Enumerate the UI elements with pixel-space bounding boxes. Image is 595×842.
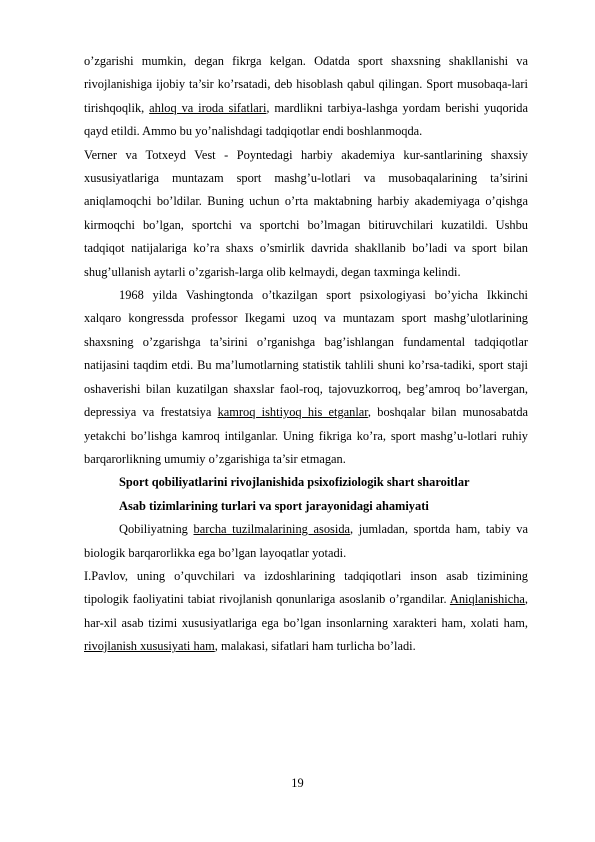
document-page — [84, 50, 528, 659]
paragraph-3 — [84, 284, 528, 471]
paragraph-text: , jumladan, sportda ham, tabiy va biologik barqarorlikka ega bo’lgan layoqatlar yotadi. — [84, 522, 528, 560]
link-barcha-tuzilmalarining-asosida[interactable]: barcha tuzilmalarining asosida — [193, 522, 351, 537]
paragraph-text: I.Pavlov, uning o’quvchilari va izdoshlarining tadqiqotlari inson asab tizimining tipologik faoliyatini tabiat rivojlanish qonunlariga asoslanib o’rgandilar. — [84, 568, 528, 607]
link-rivojlanish-xususiyati-ham[interactable]: rivojlanish xususiyati ham — [84, 639, 215, 654]
paragraph-1 — [84, 50, 528, 144]
paragraph-text: Verner va Totxeyd Vest - Poyntedagi harbiy akademiya kur-santlarining shaxsiy xususiyatlariga muntazam sport mashg’u-lotlari va musobaqalarining ta’sirini aniqlamoqchi bo’ldilar. Buning uchun o’rta maktabning harbiy akademiyaga o’qishga kirmoqchi bo’lgan, sportchi va sportchi bo’lmagan bitiruvchilari kuzatildi. Ushbu tadqiqot natijalariga ko’ra shaxs o’smirlik davrida shakllanib bo’ladi va sport bilan shug’ullanish aytarli o’zgarish-larga olib kelmaydi, degan taxminga kelindi. — [84, 147, 528, 279]
paragraph-text: , malakasi, sifatlari ham turlicha bo’ladi. — [214, 639, 416, 654]
paragraph-text: 1968 yilda Vashingtonda o’tkazilgan sport psixologiyasi bo’yicha Ikkinchi xalqaro kongressda professor Ikegami uzoq va muntazam sport mashg’ulotlarining shaxsning o’zgarishga ta’sirini o’rganishga bag’ishlangan fundamental tadqiqotlar natijasini taqdim etdi. Bu ma’lumotlarning statistik tahlili shuni ko’rsa-tadiki, sport staji oshaverishi bilan kuzatilgan shaxslar faol-roq, tajovuzkorroq, beg’amroq bo’lavergan, depressiya va frestatsiya — [84, 288, 528, 420]
link-kamroq-ishtiyoq-his-etganlar[interactable]: kamroq ishtiyoq his etganlar — [217, 405, 368, 420]
page-number: 19 — [291, 776, 304, 790]
section-heading-1: Sport qobiliyatlarini rivojlanishida psixofiziologik shart sharoitlar — [119, 475, 470, 490]
paragraph-2 — [84, 144, 528, 284]
paragraph-5 — [84, 565, 528, 659]
paragraph-4 — [84, 518, 528, 565]
paragraph-text: , boshqalar bilan munosabatda yetakchi bo’lishga kamroq intilganlar. Uning fikriga ko’ra, sport mashg’u-lotlari ruhiy barqarorlikning umumiy o’zgarishiga ta’sir etmagan. — [84, 405, 529, 466]
link-aniqlanishicha[interactable]: Aniqlanishicha — [449, 592, 525, 607]
paragraph-text: , har-xil asab tizimi xususiyatlariga ega bo’lgan insonlarning xarakteri ham, xolati ham, — [84, 592, 528, 630]
link-ahloq-va-iroda-sifatlari[interactable]: ahloq va iroda sifatlari — [149, 100, 267, 115]
paragraph-text: o’zgarishi mumkin, degan fikrga kelgan. Odatda sport shaxsning shakllanishi va rivojlanishiga ijobiy ta’sir ko’rsatadi, deb hisoblash qabul qilingan. Sport musobaqa-lari tirishqoqlik, — [84, 54, 528, 115]
paragraph-text: Qobiliyatning — [119, 522, 194, 537]
paragraph-text: , mardlikni tarbiya-lashga yordam berishi yuqorida qayd etildi. Ammo bu yo’nalishdagi tadqiqotlar endi boshlanmoqda. — [84, 100, 528, 139]
section-heading-2: Asab tizimlarining turlari va sport jarayonidagi ahamiyati — [119, 498, 429, 513]
